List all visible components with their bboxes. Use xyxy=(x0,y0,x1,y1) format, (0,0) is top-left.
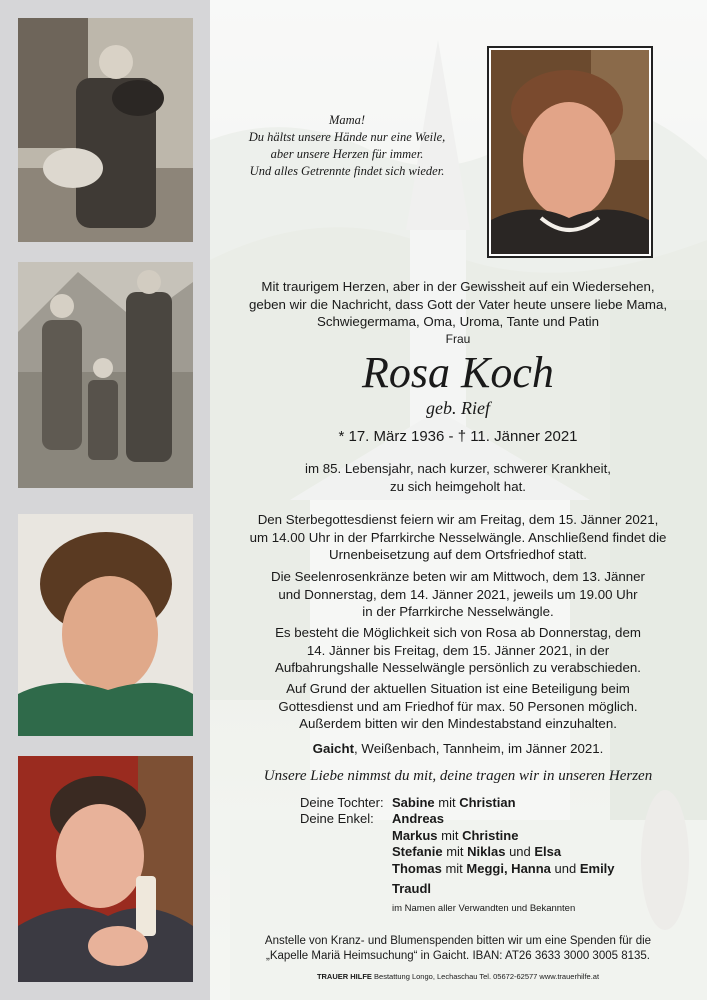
great-grandchild: Emily xyxy=(579,860,615,876)
footer-brand: TRAUER HILFE xyxy=(316,972,372,981)
frau-label: Frau xyxy=(445,331,471,346)
footer-contact: Bestattung Longo, Lechaschau Tel. 05672-62577 www.trauerhilfe.at xyxy=(371,972,600,981)
place-date xyxy=(228,740,688,758)
connector-text: und xyxy=(505,844,535,859)
farewell-line: 14. Jänner bis Freitag, dem 15. Jänner 2021, in der xyxy=(306,642,610,658)
rosary-line: in der Pfarrkirche Nesselwängle. xyxy=(362,604,554,619)
grandchild-name: Andreas xyxy=(392,811,445,826)
intro-line: geben wir die Nachricht, dass Gott der Vater heute unsere liebe Mama, xyxy=(248,296,668,312)
poem-line: Du hältst unsere Hände nur eine Weile, xyxy=(248,130,446,144)
daughter-label: Deine Tochter: xyxy=(300,795,384,810)
intro-line: Mit traurigem Herzen, aber in der Gewissheit auf ein Wiedersehen, xyxy=(261,279,655,294)
life-dates: * 17. März 1936 - † 11. Jänner 2021 xyxy=(338,428,578,445)
funeral-text xyxy=(228,511,688,564)
relatives-note: im Namen aller Verwandten und Bekannten xyxy=(392,902,576,914)
age-text xyxy=(228,460,688,495)
place-rest: , Weißenbach, Tannheim, im Jänner 2021. xyxy=(354,741,604,756)
family-daughter xyxy=(300,795,516,812)
rosary-text xyxy=(228,568,688,621)
covid-line: Außerdem bitten wir den Mindestabstand einzuhalten. xyxy=(299,716,617,731)
footer-undertaker xyxy=(228,972,688,981)
farewell-line: Es besteht die Möglichkeit sich von Rosa ab Donnerstag, dem xyxy=(275,625,641,640)
photo-woman-with-animals xyxy=(18,18,193,242)
covid-notice xyxy=(228,680,688,733)
grandchild-partner: Meggi, Hanna xyxy=(466,860,551,876)
poem xyxy=(222,112,472,180)
portrait-rosa-koch xyxy=(487,46,653,258)
photo-rosa-portrait-green xyxy=(18,514,193,736)
donation-line: Anstelle von Kranz- und Blumenspenden bitten wir um eine Spenden für die xyxy=(264,935,652,947)
funeral-line: Urnenbeisetzung auf dem Ortsfriedhof statt. xyxy=(329,547,587,562)
connector-text: mit xyxy=(442,844,468,859)
grandchild-row xyxy=(392,828,615,845)
great-grandchild: Elsa xyxy=(534,844,562,859)
intro-line: Schwiegermama, Oma, Uroma, Tante und Patin xyxy=(316,314,600,329)
donation-line: „Kapelle Mariä Heimsuchung“ in Gaicht. IBAN: AT26 3633 3000 3005 8135. xyxy=(266,950,650,962)
donation-request xyxy=(228,934,688,964)
rosary-line: und Donnerstag, dem 14. Jänner 2021, jeweils um 19.00 Uhr xyxy=(278,586,638,602)
rosary-line: Die Seelenrosenkränze beten wir am Mittwoch, dem 13. Jänner xyxy=(271,569,645,584)
connector-text: mit xyxy=(437,827,463,843)
connector-text: und xyxy=(550,860,580,876)
farewell-line: Aufbahrungshalle Nesselwängle persönlich zu verabschieden. xyxy=(275,660,641,675)
covid-line: Gottesdienst und am Friedhof für max. 50 Personen möglich. xyxy=(278,698,638,714)
grandchild-partner: Christine xyxy=(462,827,519,843)
age-line: im 85. Lebensjahr, nach kurzer, schwerer Krankheit, xyxy=(305,461,611,476)
motto: Unsere Liebe nimmst du mit, deine tragen wir in unseren Herzen xyxy=(263,768,653,784)
grandchild-row xyxy=(392,844,615,861)
funeral-line: um 14.00 Uhr in der Pfarrkirche Nesselwängle. Anschließend findet die xyxy=(249,529,667,545)
grandchild-name: Thomas xyxy=(392,860,442,876)
age-line: zu sich heimgeholt hat. xyxy=(389,478,526,494)
photo-rosa-with-glass xyxy=(18,756,193,982)
covid-line: Auf Grund der aktuellen Situation ist eine Beteiligung beim xyxy=(286,681,630,696)
grandchild-partner: Niklas xyxy=(467,844,506,859)
grandchild-row xyxy=(392,861,615,878)
grandchild-name: Traudl xyxy=(392,881,432,896)
grandchild-name: Stefanie xyxy=(392,844,443,859)
daughter-partner: Christian xyxy=(459,795,516,810)
intro-text xyxy=(228,278,688,348)
funeral-line: Den Sterbegottesdienst feiern wir am Freitag, dem 15. Jänner 2021, xyxy=(257,512,659,527)
farewell-text xyxy=(228,624,688,677)
place-bold: Gaicht xyxy=(312,741,355,756)
deceased-name: Rosa Koch xyxy=(362,348,554,397)
grandchildren-label: Deine Enkel: xyxy=(300,811,374,826)
grandchild-row xyxy=(392,881,615,898)
connector-text: mit xyxy=(434,795,460,810)
grandchild-name: Markus xyxy=(392,827,438,843)
birth-name: geb. Rief xyxy=(426,398,490,418)
photo-family-in-mountains xyxy=(18,262,193,488)
poem-line: aber unsere Herzen für immer. xyxy=(270,147,424,161)
poem-line: Mama! xyxy=(328,113,366,127)
daughter-name: Sabine xyxy=(392,795,435,810)
poem-line: Und alles Getrennte findet sich wieder. xyxy=(249,164,445,178)
family-grandchildren xyxy=(300,811,615,917)
connector-text: mit xyxy=(441,860,467,876)
